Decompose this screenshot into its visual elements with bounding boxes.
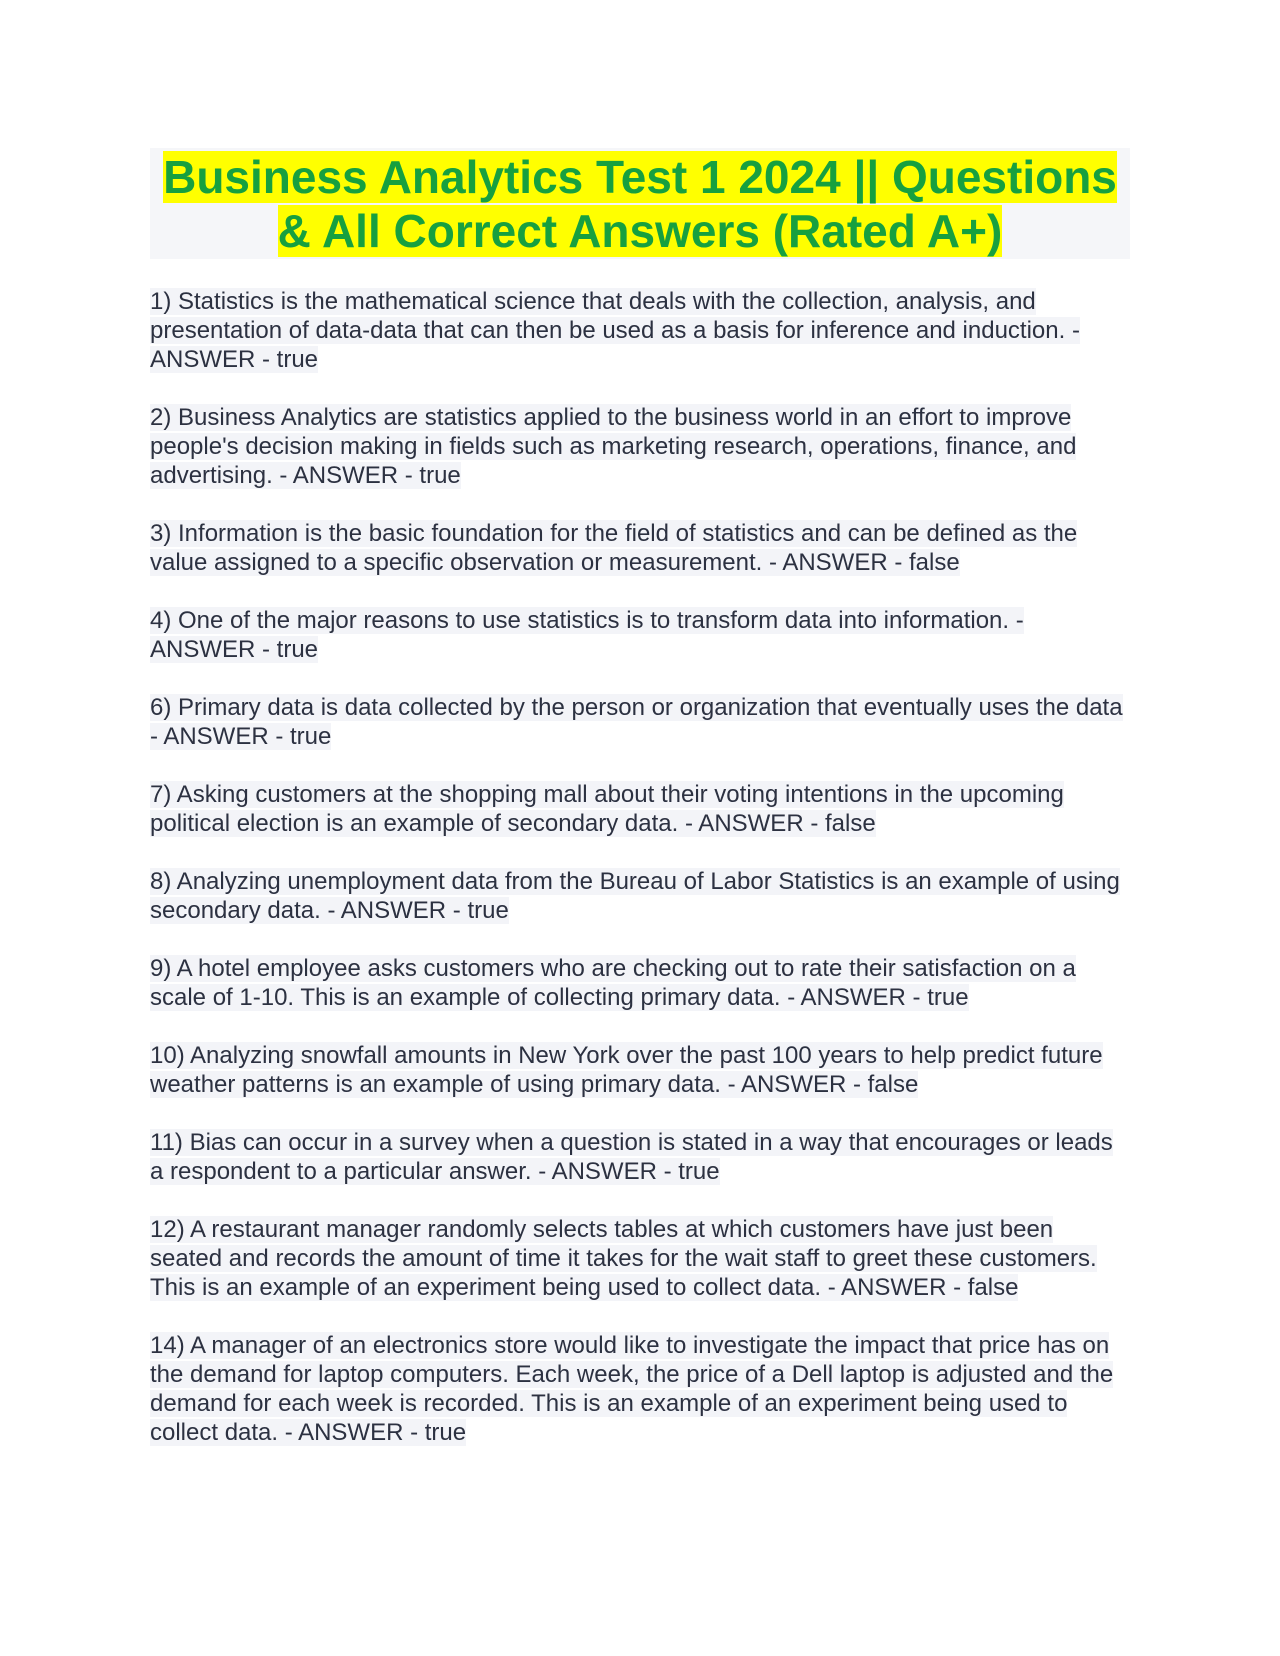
title-block xyxy=(150,148,1130,259)
qa-item xyxy=(150,1128,1130,1186)
qa-item xyxy=(150,1041,1130,1099)
qa-text: 3) Information is the basic foundation for the field of statistics and can be defined as the value assigned to a specific observation or measurement. - ANSWER - false xyxy=(150,520,1078,576)
qa-item xyxy=(150,519,1130,577)
qa-text: 6) Primary data is data collected by the person or organization that eventually uses the data - ANSWER - true xyxy=(150,694,1123,750)
qa-text: 1) Statistics is the mathematical science that deals with the collection, analysis, and presentation of data-data that can then be used as a basis for inference and induction. - ANSWER - true xyxy=(150,288,1080,373)
qa-text: 11) Bias can occur in a survey when a question is stated in a way that encourages or leads a respondent to a particular answer. - ANSWER - true xyxy=(150,1129,1113,1185)
qa-item xyxy=(150,780,1130,838)
qa-text: 10) Analyzing snowfall amounts in New York over the past 100 years to help predict future weather patterns is an example of using primary data. - ANSWER - false xyxy=(150,1042,1103,1098)
qa-item xyxy=(150,403,1130,490)
qa-text: 12) A restaurant manager randomly selects tables at which customers have just been seated and records the amount of time it takes for the wait staff to greet these customers. This is an example of an experiment being used to collect data. - ANSWER - false xyxy=(150,1216,1097,1301)
qa-item xyxy=(150,1215,1130,1302)
qa-item xyxy=(150,867,1130,925)
qa-text: 14) A manager of an electronics store would like to investigate the impact that price has on the demand for laptop computers. Each week, the price of a Dell laptop is adjusted and the demand for each week is recorded. This is an example of an experiment being used to collect data. - ANSWER - true xyxy=(150,1332,1114,1446)
qa-text: 2) Business Analytics are statistics applied to the business world in an effort to improve people's decision making in fields such as marketing research, operations, finance, and advertising. - ANSWER - true xyxy=(150,404,1077,489)
qa-item xyxy=(150,606,1130,664)
qa-item xyxy=(150,693,1130,751)
qa-text: 4) One of the major reasons to use statistics is to transform data into information. - ANSWER - true xyxy=(150,607,1024,663)
qa-text: 9) A hotel employee asks customers who are checking out to rate their satisfaction on a scale of 1-10. This is an example of collecting primary data. - ANSWER - true xyxy=(150,955,1076,1011)
qa-item xyxy=(150,1331,1130,1447)
document-body xyxy=(150,148,1130,1476)
question-answer-list xyxy=(150,287,1130,1447)
qa-item xyxy=(150,287,1130,374)
qa-item xyxy=(150,954,1130,1012)
document-title: Business Analytics Test 1 2024 || Questions & All Correct Answers (Rated A+) xyxy=(163,151,1117,257)
qa-text: 7) Asking customers at the shopping mall about their voting intentions in the upcoming political election is an example of secondary data. - ANSWER - false xyxy=(150,781,1064,837)
qa-text: 8) Analyzing unemployment data from the Bureau of Labor Statistics is an example of using secondary data. - ANSWER - true xyxy=(150,868,1120,924)
